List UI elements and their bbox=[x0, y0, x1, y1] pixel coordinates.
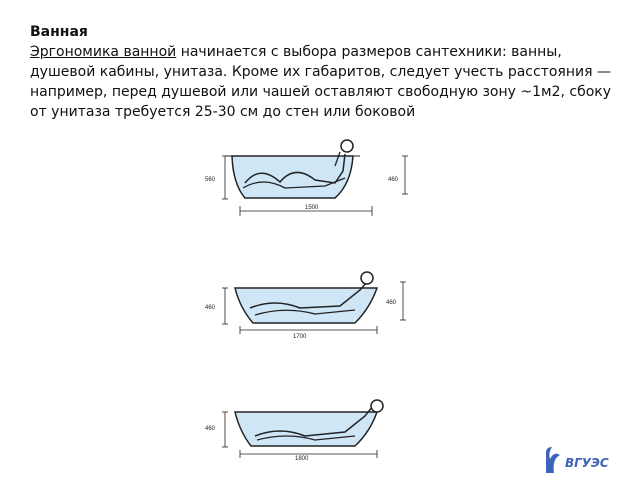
bath-1-length: 1500 bbox=[305, 205, 319, 211]
bath-3-length: 1800 bbox=[295, 456, 309, 462]
text-block bbox=[30, 22, 620, 122]
university-logo bbox=[540, 445, 620, 477]
bath-1-height-left: 560 bbox=[205, 177, 216, 183]
bath-2-length: 1700 bbox=[293, 334, 307, 340]
logo-text: ВГУЭС bbox=[565, 456, 609, 470]
bath-2-height-right: 460 bbox=[386, 300, 397, 306]
bath-2-height-left: 460 bbox=[205, 305, 216, 311]
bath-1-height-right: 460 bbox=[388, 177, 399, 183]
ergonomics-link[interactable]: Эргономика ванной bbox=[30, 44, 177, 60]
section-heading: Ванная bbox=[30, 24, 88, 40]
bath-3-height-left: 460 bbox=[205, 426, 216, 432]
bath-diagram-3 bbox=[195, 392, 395, 462]
paragraph bbox=[30, 42, 620, 122]
bath-diagram-2 bbox=[195, 268, 420, 340]
paragraph-text: начинается с выбора размеров сантехники: ванны, душевой кабины, унитаза. Кроме их габаритов, следует учесть расстояния — например, перед душевой или чашей оставляют свободную зону ~1м2, сбоку от унитаза требуется 25-30 см до стен или боковой bbox=[30, 44, 612, 120]
bath-diagram-1 bbox=[195, 136, 420, 216]
